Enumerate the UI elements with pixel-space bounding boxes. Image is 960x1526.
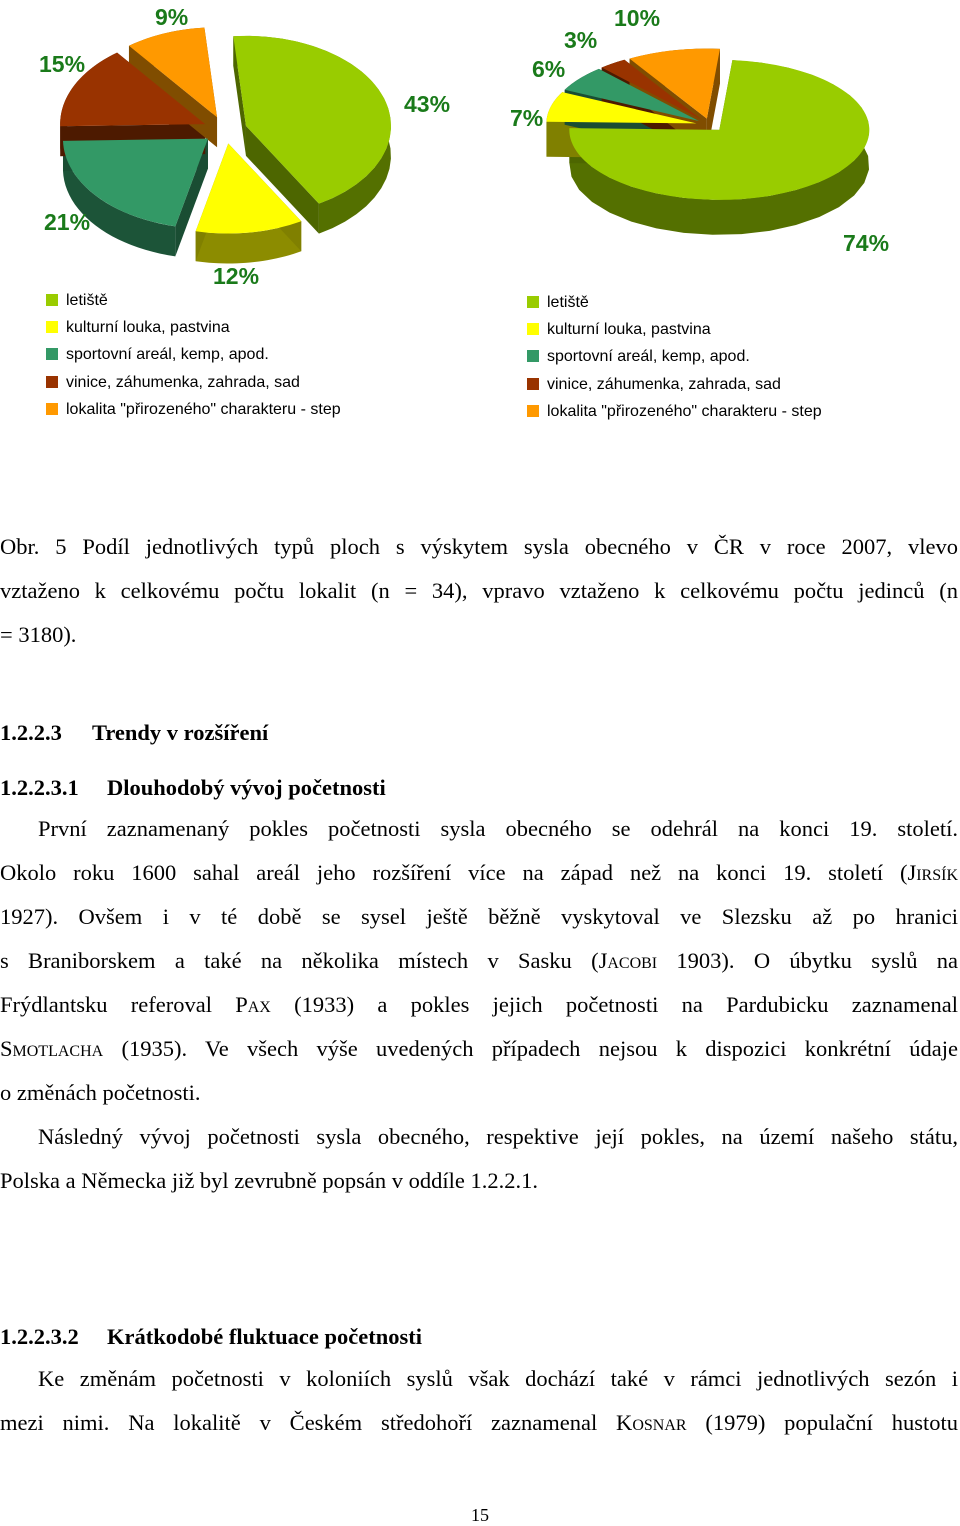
pie-left-label-letiste: 43% [404, 91, 451, 117]
legend-item-step: lokalita "přirozeného" charakteru - step [66, 401, 341, 418]
pie-left-label-louka: 12% [213, 263, 260, 289]
pie-right-label-vinice: 3% [564, 27, 598, 53]
section-title: Trendy v rozšíření [92, 720, 269, 745]
legend-swatch-sport [46, 348, 58, 360]
legend-item-louka: kulturní louka, pastvina [547, 321, 711, 338]
legend-item-vinice: vinice, záhumenka, zahrada, sad [66, 374, 300, 391]
section-heading [0, 718, 268, 748]
section-title: Dlouhodobý vývoj početnosti [107, 775, 386, 800]
body-text-line: s Braniborskem a také na několika místech v Sasku (Jacobi 1903). O úbytku syslů na [0, 948, 958, 973]
body-text-line: Ke změnám početnosti v koloniích syslů však dochází také v rámci jednotlivých sezón i [38, 1366, 958, 1391]
pie-chart-jedinci [546, 49, 869, 235]
body-text-line: Frýdlantsku referoval Pax (1933) a pokles jejich početnosti na Pardubicku zaznamenal [0, 992, 958, 1017]
body-text-line: Polska a Německa již byl zevrubně popsán v oddíle 1.2.2.1. [0, 1168, 538, 1193]
section-number: 1.2.2.3.2 [0, 1324, 79, 1349]
legend-item-louka: kulturní louka, pastvina [66, 319, 230, 336]
legend-swatch-step [46, 403, 58, 415]
pie-right-label-letiste: 74% [843, 230, 890, 256]
body-text-line: 1927). Ovšem i v té době se sysel ještě běžně vyskytoval ve Slezsku až po hranici [0, 904, 958, 929]
pie-left-label-sport: 21% [44, 209, 91, 235]
legend-swatch-sport [527, 350, 539, 362]
legend-swatch-louka [527, 323, 539, 335]
section-title: Krátkodobé fluktuace početnosti [107, 1324, 422, 1349]
legend-swatch-step [527, 405, 539, 417]
body-text-line: Následný vývoj početnosti sysla obecného, respektive její pokles, na území našeho státu, [38, 1124, 958, 1149]
pie-left-label-step: 9% [155, 4, 189, 30]
page-number: 15 [471, 1505, 489, 1525]
section-number: 1.2.2.3.1 [0, 775, 79, 800]
figure-caption-line: vztaženo k celkovému počtu lokalit (n = 34), vpravo vztaženo k celkovému počtu jedinců (n [0, 578, 958, 603]
pie-chart-lokality [60, 28, 391, 264]
section-number: 1.2.2.3 [0, 720, 62, 745]
pie-left-label-vinice: 15% [39, 51, 86, 77]
legend-swatch-letiste [527, 296, 539, 308]
pie-right-label-louka: 7% [510, 105, 544, 131]
subsection-heading [0, 773, 386, 803]
legend-item-vinice: vinice, záhumenka, zahrada, sad [547, 376, 781, 393]
pie-right-label-sport: 6% [532, 56, 566, 82]
pie-left-legend [46, 292, 341, 418]
figure-caption-line: = 3180). [0, 622, 77, 647]
pie-right-label-step: 10% [614, 5, 661, 31]
body-text-line: Smotlacha (1935). Ve všech výše uvedených případech nejsou k dispozici konkrétní údaje [0, 1036, 958, 1061]
legend-item-step: lokalita "přirozeného" charakteru - step [547, 403, 822, 420]
legend-swatch-louka [46, 321, 58, 333]
legend-swatch-letiste [46, 294, 58, 306]
pie-right-legend [527, 294, 822, 420]
legend-item-sport: sportovní areál, kemp, apod. [66, 346, 269, 363]
figure-caption-line: Obr. 5 Podíl jednotlivých typů ploch s výskytem sysla obecného v ČR v roce 2007, vlevo [0, 534, 958, 559]
body-text-line: První zaznamenaný pokles početnosti sysla obecného se odehrál na konci 19. století. [38, 816, 958, 841]
subsection-heading [0, 1322, 422, 1352]
legend-swatch-vinice [46, 376, 58, 388]
pie-charts-figure [0, 0, 960, 440]
body-text-line: mezi nimi. Na lokalitě v Českém středohoří zaznamenal Kosnar (1979) populační hustotu [0, 1410, 958, 1435]
legend-swatch-vinice [527, 378, 539, 390]
body-text-line: Okolo roku 1600 sahal areál jeho rozšíření více na západ než na konci 19. století (Jirsík [0, 860, 958, 885]
body-text-line: o změnách početnosti. [0, 1080, 201, 1105]
legend-item-sport: sportovní areál, kemp, apod. [547, 348, 750, 365]
legend-item-letiste: letiště [66, 292, 108, 309]
legend-item-letiste: letiště [547, 294, 589, 311]
